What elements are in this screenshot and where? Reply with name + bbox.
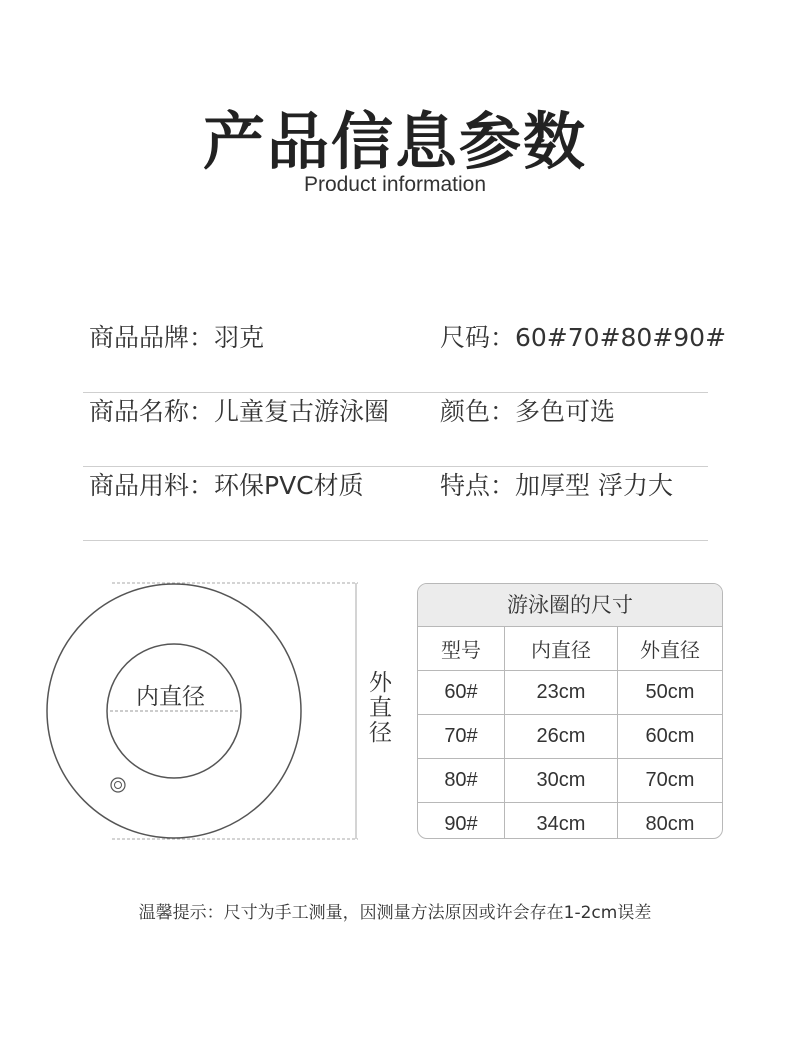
spec-brand: 商品品牌：羽克: [89, 323, 265, 352]
cell-inner: 30cm: [505, 759, 618, 803]
cell-inner: 26cm: [505, 715, 618, 759]
measurement-note: 温馨提示：尺寸为手工测量，因测量方法原因或许会存在1-2cm误差: [138, 903, 652, 923]
cell-outer: 80cm: [645, 813, 695, 835]
spec-feature: 特点：加厚型 浮力大: [440, 471, 673, 500]
cell-model: 90#: [418, 803, 505, 840]
spec-material: 商品用料：环保PVC材质: [89, 471, 364, 500]
cell-outer: 60cm: [618, 715, 723, 759]
outer-diameter-label: 外直径: [365, 670, 391, 745]
header-model: 型号: [418, 627, 505, 671]
swim-ring-drawing: [40, 578, 400, 848]
cell-outer: 50cm: [618, 671, 723, 715]
table-row: [418, 759, 722, 803]
size-table-title: 游泳圈的尺寸: [418, 584, 722, 627]
cell-model: 70#: [418, 715, 505, 759]
spec-row-name: [83, 392, 708, 467]
spec-row-material: [83, 466, 708, 541]
cell-model: 80#: [418, 759, 505, 803]
table-header-row: [418, 627, 722, 671]
cell-model: 60#: [418, 671, 505, 715]
table-row: [418, 803, 722, 840]
spec-color: 颜色：多色可选: [440, 397, 616, 426]
table-row: [418, 715, 722, 759]
cell-inner: 34cm: [505, 803, 618, 840]
header-outer: 外直径: [618, 627, 723, 671]
cell-inner: 23cm: [505, 671, 618, 715]
spec-name: 商品名称：儿童复古游泳圈: [89, 397, 390, 426]
inner-diameter-label: 内直径: [136, 684, 205, 710]
page-title: 产品信息参数: [202, 105, 587, 178]
swim-ring-diagram: [40, 578, 400, 848]
header-inner: 内直径: [505, 627, 618, 671]
size-table: [417, 583, 723, 839]
spec-size: 尺码：60#70#80#90#: [440, 323, 727, 352]
spec-row-brand: [83, 318, 727, 393]
cell-outer: 70cm: [618, 759, 723, 803]
page-subtitle: Product information: [303, 173, 487, 196]
table-row: [418, 671, 722, 715]
